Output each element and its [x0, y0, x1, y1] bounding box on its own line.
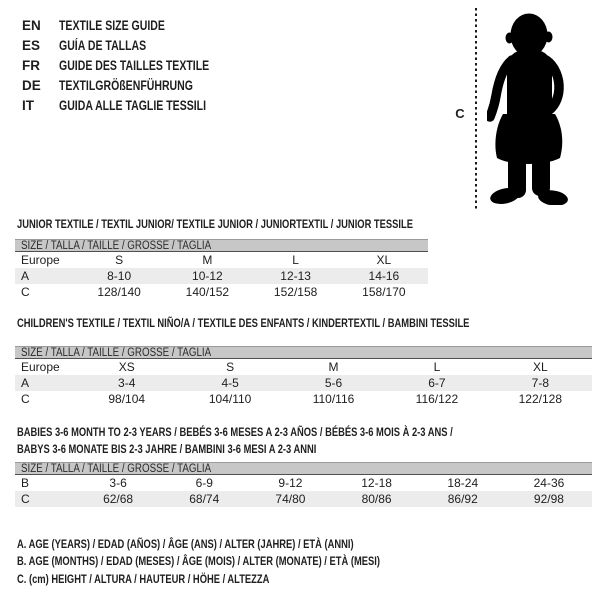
cell-value: XL — [532, 360, 548, 374]
cell-value: 3-6 — [109, 476, 127, 490]
height-measure-label: C — [455, 106, 465, 121]
language-row — [22, 15, 252, 35]
table-row — [15, 252, 428, 268]
cell-value: 10-12 — [192, 269, 223, 283]
cell-value: 116/122 — [415, 392, 459, 406]
language-code: FR — [22, 57, 40, 73]
language-label: GUÍA DE TALLAS — [59, 37, 147, 53]
language-code: DE — [22, 77, 41, 93]
row-label: C — [21, 285, 30, 299]
size-header-label: SIZE / TALLA / TAILLE / GRÖSSE / TAGLIA — [21, 463, 212, 475]
size-table-babies — [15, 462, 592, 507]
section-title-line: BABIES 3-6 MONTH TO 2-3 YEARS / BEBÉS 3-6 MESES A 2-3 AÑOS / BÉBÉS 3-6 MOIS À 2-3 ANS / — [17, 425, 453, 439]
footnote-age-years: A. AGE (YEARS) / EDAD (AÑOS) / ÂGE (ANS) / ALTER (JAHRE) / ETÀ (ANNI) — [17, 537, 354, 551]
cell-value: M — [328, 360, 339, 374]
cell-value: 86/92 — [447, 492, 478, 506]
cell-value: 8-10 — [107, 269, 132, 283]
size-header-bar — [15, 346, 592, 359]
cell-value: M — [202, 253, 213, 267]
cell-value: 3-4 — [118, 376, 136, 390]
cell-value: 80/86 — [361, 492, 392, 506]
row-label: B — [21, 476, 30, 490]
cell-value: 12-13 — [280, 269, 311, 283]
size-table-junior — [15, 239, 428, 300]
footnotes — [17, 536, 482, 588]
cell-value: 68/74 — [189, 492, 220, 506]
table-rows — [15, 359, 592, 407]
cell-value: 158/170 — [362, 285, 406, 299]
language-label: GUIDA ALLE TAGLIE TESSILI — [59, 97, 207, 113]
table-row — [15, 475, 592, 491]
cell-value: S — [226, 360, 235, 374]
size-header-label: SIZE / TALLA / TAILLE / GRÖSSE / TAGLIA — [21, 347, 212, 359]
cell-value: 5-6 — [324, 376, 343, 390]
table-row — [15, 268, 428, 284]
row-label: C — [21, 392, 30, 406]
cell-value: 6-7 — [428, 376, 446, 390]
cell-value: 4-5 — [221, 376, 239, 390]
section-title-children — [17, 315, 597, 332]
cell-value: 18-24 — [447, 476, 479, 490]
language-code: IT — [22, 97, 34, 113]
language-label: TEXTILE SIZE GUIDE — [59, 17, 165, 33]
row-label: C — [21, 492, 30, 506]
cell-value: 74/80 — [275, 492, 306, 506]
cell-value: 128/140 — [97, 285, 141, 299]
size-table-children — [15, 346, 592, 407]
table-row — [15, 359, 592, 375]
cell-value: 104/110 — [208, 392, 252, 406]
cell-value: L — [292, 253, 299, 267]
cell-value: S — [115, 253, 124, 267]
table-rows — [15, 475, 592, 507]
size-header-bar — [15, 462, 592, 475]
table-row — [15, 284, 428, 300]
cell-value: L — [433, 360, 441, 374]
language-code: EN — [22, 17, 41, 33]
row-label: A — [21, 376, 30, 390]
cell-value: 152/158 — [273, 285, 318, 299]
table-row — [15, 491, 592, 507]
section-title-line: BABYS 3-6 MONATE BIS 2-3 JAHRE / BAMBINI 3-6 MESI A 2-3 ANNI — [17, 441, 317, 456]
cell-value: 9-12 — [278, 476, 303, 490]
cell-value: 14-16 — [368, 269, 400, 283]
language-code: ES — [22, 37, 41, 53]
cell-value: 24-36 — [533, 476, 565, 490]
language-list — [22, 15, 252, 115]
cell-value: 110/116 — [312, 392, 355, 406]
language-row — [22, 55, 252, 75]
size-header-label: SIZE / TALLA / TAILLE / GRÖSSE / TAGLIA — [21, 240, 212, 252]
table-rows — [15, 252, 428, 300]
language-row — [22, 95, 252, 115]
footnote-age-months: B. AGE (MONTHS) / EDAD (MESES) / ÂGE (MOIS) / ALTER (MONATE) / ETÀ (MESI) — [17, 554, 380, 569]
row-label: Europe — [21, 253, 60, 267]
cell-value: 62/68 — [103, 492, 134, 506]
cell-value: XS — [118, 360, 135, 374]
size-header-bar — [15, 239, 428, 252]
row-label: Europe — [21, 360, 60, 374]
language-label: GUIDE DES TAILLES TEXTILE — [59, 57, 210, 73]
height-measure-dotted-line — [475, 8, 477, 210]
cell-value: 92/98 — [533, 492, 564, 506]
cell-value: 12-18 — [361, 476, 392, 490]
cell-value: 98/104 — [108, 392, 146, 406]
baby-silhouette-icon — [487, 8, 599, 205]
language-row — [22, 35, 252, 55]
cell-value: 122/128 — [518, 392, 563, 406]
section-title-babies — [17, 424, 576, 457]
table-row — [15, 391, 592, 407]
cell-value: 6-9 — [195, 476, 213, 490]
cell-value: XL — [376, 253, 392, 267]
row-label: A — [21, 269, 30, 283]
cell-value: 7-8 — [531, 376, 549, 390]
footnote-height-cm: C. (cm) HEIGHT / ALTURA / HAUTEUR / HÖHE / ALTEZZA — [17, 571, 270, 586]
section-title-line: JUNIOR TEXTILE / TEXTIL JUNIOR/ TEXTILE JUNIOR / JUNIORTEXTIL / JUNIOR TESSILE — [17, 217, 413, 231]
table-row — [15, 375, 592, 391]
section-title-junior — [17, 216, 525, 233]
section-title-line: CHILDREN'S TEXTILE / TEXTIL NIÑO/A / TEXTILE DES ENFANTS / KINDERTEXTIL / BAMBINI TESSILE — [17, 316, 470, 330]
language-label: TEXTILGRÖßENFÜHRUNG — [59, 77, 193, 93]
cell-value: 140/152 — [185, 285, 230, 299]
language-row — [22, 75, 252, 95]
